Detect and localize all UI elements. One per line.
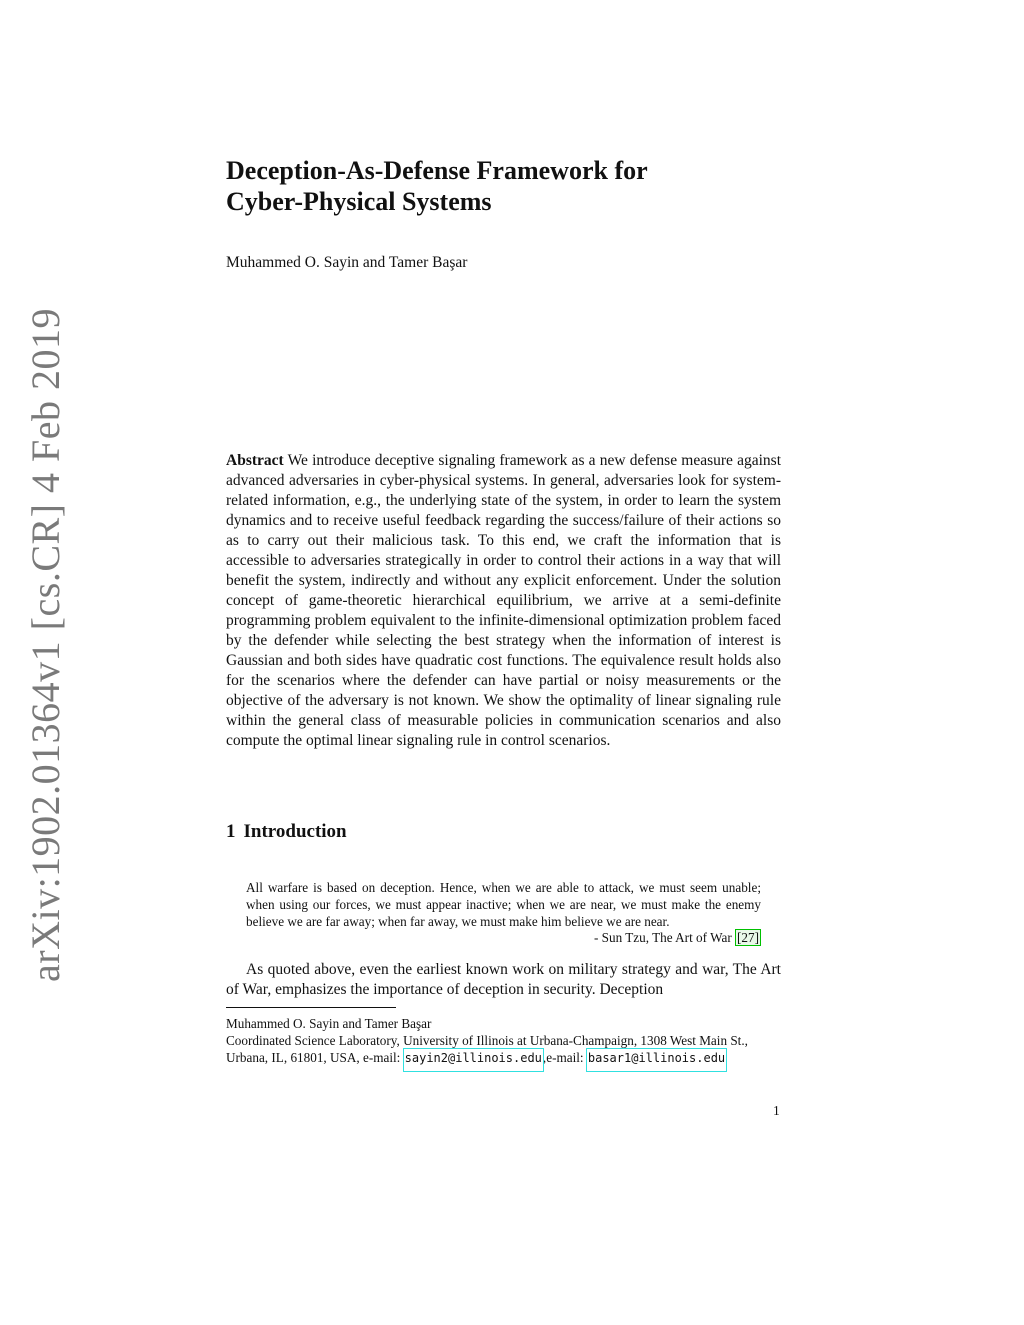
arxiv-identifier: arXiv:1902.01364v1 [cs.CR] 4 Feb 2019 (23, 307, 68, 983)
paper-title (226, 155, 786, 217)
page-number: 1 (773, 1103, 780, 1118)
abstract (226, 451, 781, 751)
epigraph-attribution (246, 929, 761, 946)
email-link-sayin[interactable]: sayin2@illinois.edu (404, 1049, 543, 1071)
footnote-affiliation: Coordinated Science Laboratory, University of Illinois at Urbana-Champaign, 1308 West Main St., (226, 1033, 748, 1048)
section-number: 1 (226, 821, 236, 842)
intro-paragraph: As quoted above, even the earliest known work on military strategy and war, The Art of War, emphasizes the importance of deception in security. Deception (226, 961, 781, 998)
footnote-address (226, 1049, 786, 1067)
epigraph-source-text: - Sun Tzu, The Art of War (593, 930, 736, 945)
author-list: Muhammed O. Sayin and Tamer Başar (226, 254, 468, 271)
footnote-address-prefix: Urbana, IL, 61801, USA, e-mail: (226, 1050, 404, 1065)
section-title: Introduction (243, 821, 347, 842)
author-footnote (226, 1015, 786, 1067)
abstract-text: We introduce deceptive signaling framework as a new defense measure against advanced adversaries in cyber-physical systems. In general, adversaries look for system-related information, e.g., the underlying state of the system, in order to learn the system dynamics and to receive useful feedback regarding the success/failure of their actions so as to carry out their malicious task. To this end, we craft the information that is accessible to adversaries strategically in order to control their actions in a way that will benefit the system, indirectly and without any explicit enforcement. Under the solution concept of game-theoretic hierarchical equilibrium, we arrive at a semi-definite programming problem equivalent to the infinite-dimensional optimization problem faced by the defender while selecting the best strategy when the information of interest is Gaussian and both sides have quadratic cost functions. The equivalence result holds also for the scenarios where the defender can have partial or noisy measurements or the objective of the adversary is not known. We show the optimality of linear signaling rule within the general class of measurable policies in communication scenarios and also compute the optimal linear signaling rule in control scenarios. (226, 452, 781, 749)
abstract-label: Abstract (226, 452, 284, 469)
epigraph-quote: All warfare is based on deception. Hence, when we are able to attack, we must seem unable; when using our forces, we must appear inactive; when we are near, we must make the enemy believe we are far away; when far away, we must make him believe we are near. (246, 880, 761, 929)
citation-link[interactable]: [27] (737, 930, 759, 945)
title-line-2: Cyber-Physical Systems (226, 187, 492, 216)
footnote-names: Muhammed O. Sayin and Tamer Başar (226, 1016, 432, 1031)
footnote-email-separator: ,e-mail: (542, 1050, 587, 1065)
title-line-1: Deception-As-Defense Framework for (226, 156, 648, 185)
email-link-basar[interactable]: basar1@illinois.edu (587, 1049, 726, 1071)
section-heading-introduction (226, 821, 347, 843)
footnote-divider (226, 1007, 396, 1008)
